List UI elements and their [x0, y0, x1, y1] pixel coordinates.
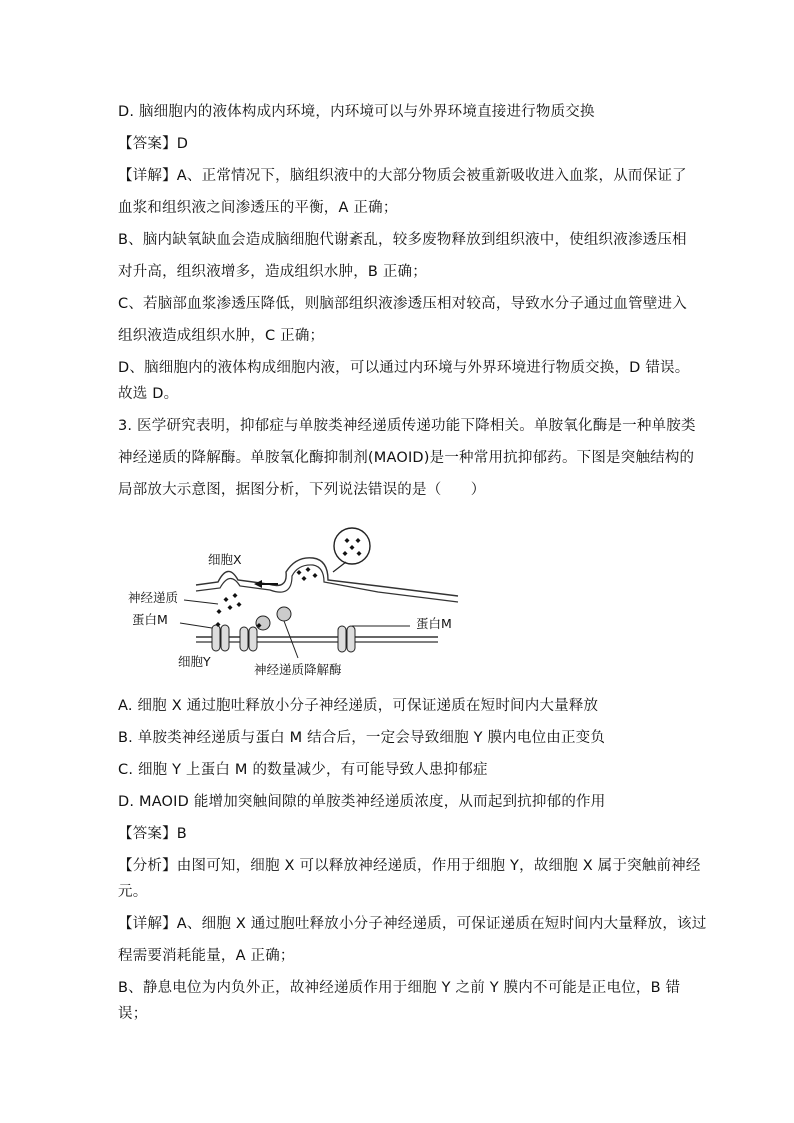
text-line: 【详解】A、细胞 X 通过胞吐释放小分子神经递质，可保证递质在短时间内大量释放，该过 [118, 916, 707, 932]
text-line: 【详解】A、正常情况下，脑组织液中的大部分物质会被重新吸收进入血浆，从而保证了 [118, 168, 687, 184]
text-line: D、脑细胞内的液体构成细胞内液，可以通过内环境与外界环境进行物质交换，D 错误。 [118, 360, 690, 376]
released-transmitters [217, 593, 242, 614]
text-line: 组织液造成组织水肿，C 正确； [118, 328, 325, 344]
text-line: C. 细胞 Y 上蛋白 M 的数量减少，有可能导致人患抑郁症 [118, 762, 488, 778]
text-line: 误； [118, 1006, 148, 1022]
text-line: A. 细胞 X 通过胞吐释放小分子神经递质，可保证递质在短时间内大量释放 [118, 698, 599, 714]
label-protein-m-left: 蛋白M [132, 612, 168, 627]
degradation-enzymes [256, 607, 298, 658]
text-line: 血浆和组织液之间渗透压的平衡，A 正确； [118, 200, 398, 216]
text-line: 【分析】由图可知，细胞 X 可以释放神经递质，作用于细胞 Y，故细胞 X 属于突触前神经 [118, 858, 701, 874]
text-line: 故选 D。 [118, 386, 179, 402]
receptor-m-left [212, 622, 229, 651]
text-line: 【答案】B [118, 826, 187, 842]
text-line: 3. 医学研究表明，抑郁症与单胺类神经递质传递功能下降相关。单胺氧化酶是一种单胺类 [118, 418, 696, 434]
vesicle-arrow [333, 562, 346, 572]
text-line: 元。 [118, 884, 148, 900]
text-line: 程需要消耗能量，A 正确； [118, 948, 295, 964]
text-line: D. 脑细胞内的液体构成内环境，内环境可以与外界环境直接进行物质交换 [118, 104, 595, 120]
text-line: B、静息电位为内负外正，故神经递质作用于细胞 Y 之前 Y 膜内不可能是正电位，B 错 [118, 980, 681, 996]
text-line: B、脑内缺氧缺血会造成脑细胞代谢紊乱，较多废物释放到组织液中，使组织液渗透压相 [118, 232, 687, 248]
text-line: D. MAOID 能增加突触间隙的单胺类神经递质浓度，从而起到抗抑郁的作用 [118, 794, 606, 810]
release-arrowhead [254, 580, 262, 588]
label-cell-x: 细胞X [208, 552, 242, 567]
text-line: 神经递质的降解酶。单胺氧化酶抑制剂(MAOID)是一种常用抗抑郁药。下图是突触结构的 [118, 450, 695, 466]
label-protein-m-right: 蛋白M [416, 616, 452, 631]
release-vesicle-dots [297, 567, 318, 581]
transmitter-leader [184, 600, 218, 604]
synapse-diagram [118, 510, 478, 690]
text-line: B. 单胺类神经递质与蛋白 M 结合后，一定会导致细胞 Y 膜内电位由正变负 [118, 730, 606, 746]
text-line: 局部放大示意图，据图分析，下列说法错误的是（ ） [118, 482, 486, 498]
receptor-m-right [338, 626, 410, 652]
label-enzyme: 神经递质降解酶 [254, 662, 342, 677]
text-line: 【答案】D [118, 136, 189, 152]
label-transmitter: 神经递质 [128, 590, 179, 605]
text-line: C、若脑部血浆渗透压降低，则脑部组织液渗透压相对较高，导致水分子通过血管壁进入 [118, 296, 687, 312]
receptor-middle [240, 627, 257, 651]
label-cell-y: 细胞Y [178, 654, 211, 669]
protein-m-leader [180, 623, 212, 628]
text-line: 对升高，组织液增多，造成组织水肿，B 正确； [118, 264, 427, 280]
